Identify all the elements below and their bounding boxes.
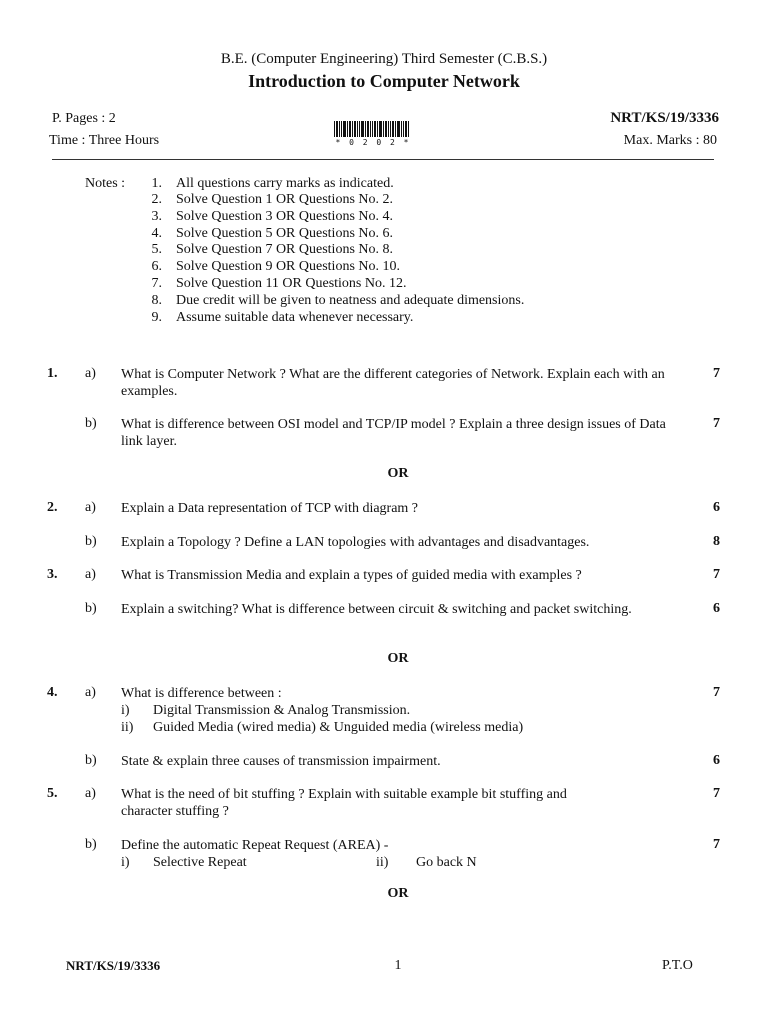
question-part-label: a) xyxy=(85,567,96,582)
or-separator: OR xyxy=(387,886,409,901)
question-part-label: b) xyxy=(85,837,97,852)
page-count: P. Pages : 2 xyxy=(52,111,116,126)
question-text: What is difference between OSI model and TCP/IP model ? Explain a three design issues of Data link layer. xyxy=(121,417,666,449)
question-number: 1. xyxy=(47,366,58,381)
sub-question xyxy=(121,719,673,736)
question-text: Explain a switching? What is difference between circuit & switching and packet switching. xyxy=(121,602,632,617)
question-text: What is Transmission Media and explain a types of guided media with examples ? xyxy=(121,568,582,583)
sub-question-text: Go back N xyxy=(416,855,477,870)
note-number: 5. xyxy=(151,242,162,257)
footer-paper-code: NRT/KS/19/3336 xyxy=(66,958,161,973)
note-text: All questions carry marks as indicated. xyxy=(176,176,394,191)
question-marks: 6 xyxy=(713,500,720,515)
sub-question-text: Guided Media (wired media) & Unguided media (wireless media) xyxy=(153,720,524,735)
question-marks: 8 xyxy=(713,534,720,549)
question-text: What is the need of bit stuffing ? Explain with suitable example bit stuffing and character stuffing ? xyxy=(121,787,567,819)
note-text: Solve Question 9 OR Questions No. 10. xyxy=(176,259,400,274)
question-marks: 7 xyxy=(713,786,720,801)
question-marks: 7 xyxy=(713,685,720,700)
question-part-label: a) xyxy=(85,500,96,515)
question-marks: 6 xyxy=(713,601,720,616)
question-part-label: a) xyxy=(85,366,96,381)
paper-title: Introduction to Computer Network xyxy=(248,71,520,91)
question-part-label: b) xyxy=(85,534,97,549)
question-number: 4. xyxy=(47,685,58,700)
note-number: 2. xyxy=(151,192,162,207)
note-number: 7. xyxy=(151,276,162,291)
question-marks: 7 xyxy=(713,416,720,431)
question-part-label: a) xyxy=(85,786,96,801)
note-number: 3. xyxy=(151,209,162,224)
question-part-label: b) xyxy=(85,416,97,431)
sub-question-text: Digital Transmission & Analog Transmission. xyxy=(153,703,411,718)
question-number: 2. xyxy=(47,500,58,515)
question-marks: 6 xyxy=(713,753,720,768)
sub-question-label: ii) xyxy=(121,720,134,735)
sub-question-label: ii) xyxy=(376,855,389,870)
time-allowed: Time : Three Hours xyxy=(49,133,160,148)
sub-question-label: i) xyxy=(121,703,130,718)
page-number: 1 xyxy=(394,958,402,973)
question-text: What is difference between : xyxy=(121,686,282,701)
note-number: 8. xyxy=(151,293,162,308)
note-text: Solve Question 3 OR Questions No. 4. xyxy=(176,209,393,224)
question-marks: 7 xyxy=(713,567,720,582)
question-marks: 7 xyxy=(713,837,720,852)
header-divider xyxy=(52,159,714,160)
sub-question-text: Selective Repeat xyxy=(153,855,247,870)
note-text: Solve Question 1 OR Questions No. 2. xyxy=(176,192,393,207)
sub-question-label: i) xyxy=(121,855,130,870)
notes-label: Notes : xyxy=(85,176,126,191)
note-text: Solve Question 5 OR Questions No. 6. xyxy=(176,226,393,241)
or-separator: OR xyxy=(387,651,409,666)
note-number: 9. xyxy=(151,310,162,325)
note-number: 1. xyxy=(151,176,162,191)
paper-code: NRT/KS/19/3336 xyxy=(610,110,719,126)
question-number: 3. xyxy=(47,567,58,582)
note-text: Due credit will be given to neatness and adequate dimensions. xyxy=(176,293,525,308)
course-line: B.E. (Computer Engineering) Third Semester (C.B.S.) xyxy=(220,51,548,67)
question-text: What is Computer Network ? What are the different categories of Network. Explain each with an examples. xyxy=(121,367,665,399)
pto-label: P.T.O xyxy=(662,958,693,973)
note-number: 6. xyxy=(151,259,162,274)
question-part-label: b) xyxy=(85,753,97,768)
max-marks: Max. Marks : 80 xyxy=(623,133,717,148)
note-text: Solve Question 11 OR Questions No. 12. xyxy=(176,276,407,291)
sub-question xyxy=(376,854,576,871)
barcode-text: * 0 2 0 2 * xyxy=(335,138,411,147)
note-text: Solve Question 7 OR Questions No. 8. xyxy=(176,242,393,257)
question-part-label: a) xyxy=(85,685,96,700)
question-text: Define the automatic Repeat Request (AREA) - xyxy=(121,838,389,853)
note-number: 4. xyxy=(151,226,162,241)
question-text: Explain a Data representation of TCP with diagram ? xyxy=(121,501,419,516)
sub-question xyxy=(121,702,673,719)
question-number: 5. xyxy=(47,786,58,801)
barcode-graphic xyxy=(334,121,412,137)
question-marks: 7 xyxy=(713,366,720,381)
question-text: State & explain three causes of transmission impairment. xyxy=(121,754,441,769)
note-text: Assume suitable data whenever necessary. xyxy=(176,310,414,325)
or-separator: OR xyxy=(387,466,409,481)
question-text: Explain a Topology ? Define a LAN topologies with advantages and disadvantages. xyxy=(121,535,590,550)
question-part-label: b) xyxy=(85,601,97,616)
